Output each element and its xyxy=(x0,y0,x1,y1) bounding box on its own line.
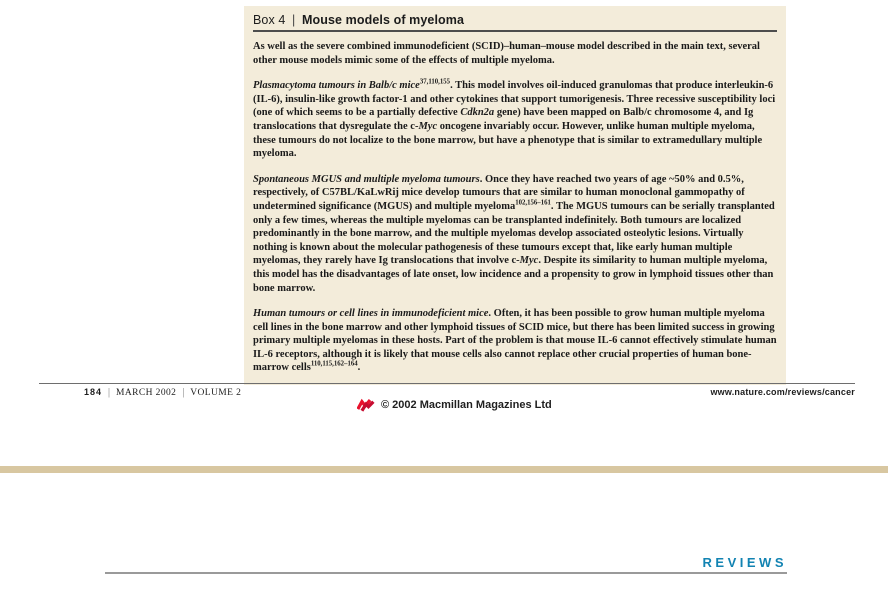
journal-url: www.nature.com/reviews/cancer xyxy=(710,387,855,397)
footer-separator: | xyxy=(108,387,111,398)
tan-divider-band xyxy=(0,466,888,473)
page-number: 184 xyxy=(84,387,103,397)
box-header-rule xyxy=(253,30,777,32)
paragraph-spontaneous-mgus: Spontaneous MGUS and multiple myeloma tumours. Once they have reached two years of age ~50% and 0.5%, respectively, of C57BL/KaLwRij mice develop tumours that are similar to human monoclonal gammopathy of undetermined significance (MGUS) and multiple myeloma$^{102,156-161}$. The MGUS tumours can be serially transplanted only a few times, whereas the multiple myelomas can be transplanted indefinitely. Both tumours are localized predominantly in the bone marrow, and the multiple myelomas develop associated osteolytic lesions. Virtually nothing is known about the molecular pathogenesis of these tumours except that, like early human multiple myelomas, they rarely have Ig translocations that involve c-Myc. Despite its similarity to human multiple myeloma, this model has the disadvantages of late onset, low incidence and a propensity to grow in lymphoid tissues other than bone marrow. xyxy=(253,173,775,294)
box-title: Mouse models of myeloma xyxy=(301,13,465,27)
copyright-text: © 2002 Macmillan Magazines Ltd xyxy=(381,399,552,411)
box-header xyxy=(253,12,777,28)
macmillan-logo-icon xyxy=(357,398,375,412)
footer-issue-date: MARCH 2002 xyxy=(116,388,177,398)
paragraph-human-tumours: Human tumours or cell lines in immunodeficient mice. Often, it has been possible to grow human multiple myeloma cell lines in the bone marrow and other lymphoid tissues of SCID mice, but there has been limited success in growing primary multiple myelomas in these hosts. Part of the problem is that mouse IL-6 cannot effectively stimulate human IL-6 receptors, although it is likely that mouse cells also cannot replace other crucial properties of human bone-marrow cells$^{110,115,162-164}$. xyxy=(253,308,777,374)
footer-separator: | xyxy=(182,387,185,398)
box-intro-paragraph: As well as the severe combined immunodeficient (SCID)–human–mouse model described in the main text, several other mouse models mimic some of the effects of multiple myeloma. xyxy=(253,41,760,66)
box-4-panel xyxy=(244,6,786,385)
footer-citation xyxy=(84,387,241,398)
reviews-section-label: REVIEWS xyxy=(702,555,787,570)
footer-rule xyxy=(39,383,855,384)
box-label: Box 4 xyxy=(253,13,286,27)
box-header-separator: | xyxy=(292,13,296,27)
copyright-line xyxy=(357,398,552,412)
footer-volume: VOLUME 2 xyxy=(190,388,242,398)
paragraph-plasmacytoma-tumours: Plasmacytoma tumours in Balb/c mice$^{37,110,155}$. This model involves oil-induced granulomas that produce interleukin-6 (IL-6), insulin-like growth factor-1 and other cytokines that support tumorigenesis. Three recessive susceptibility loci (one of which seems to be a partially defective Cdkn2a gene) have been mapped on Balb/c chromosome 4, and Ig translocations that dysregulate the c-Myc oncogene invariably occur. However, unlike human multiple myeloma, these tumours do not localize to the bone marrow, but have a phenotype that is similar to extramedullary multiple myeloma. xyxy=(253,78,776,160)
bottom-rule xyxy=(105,572,787,574)
